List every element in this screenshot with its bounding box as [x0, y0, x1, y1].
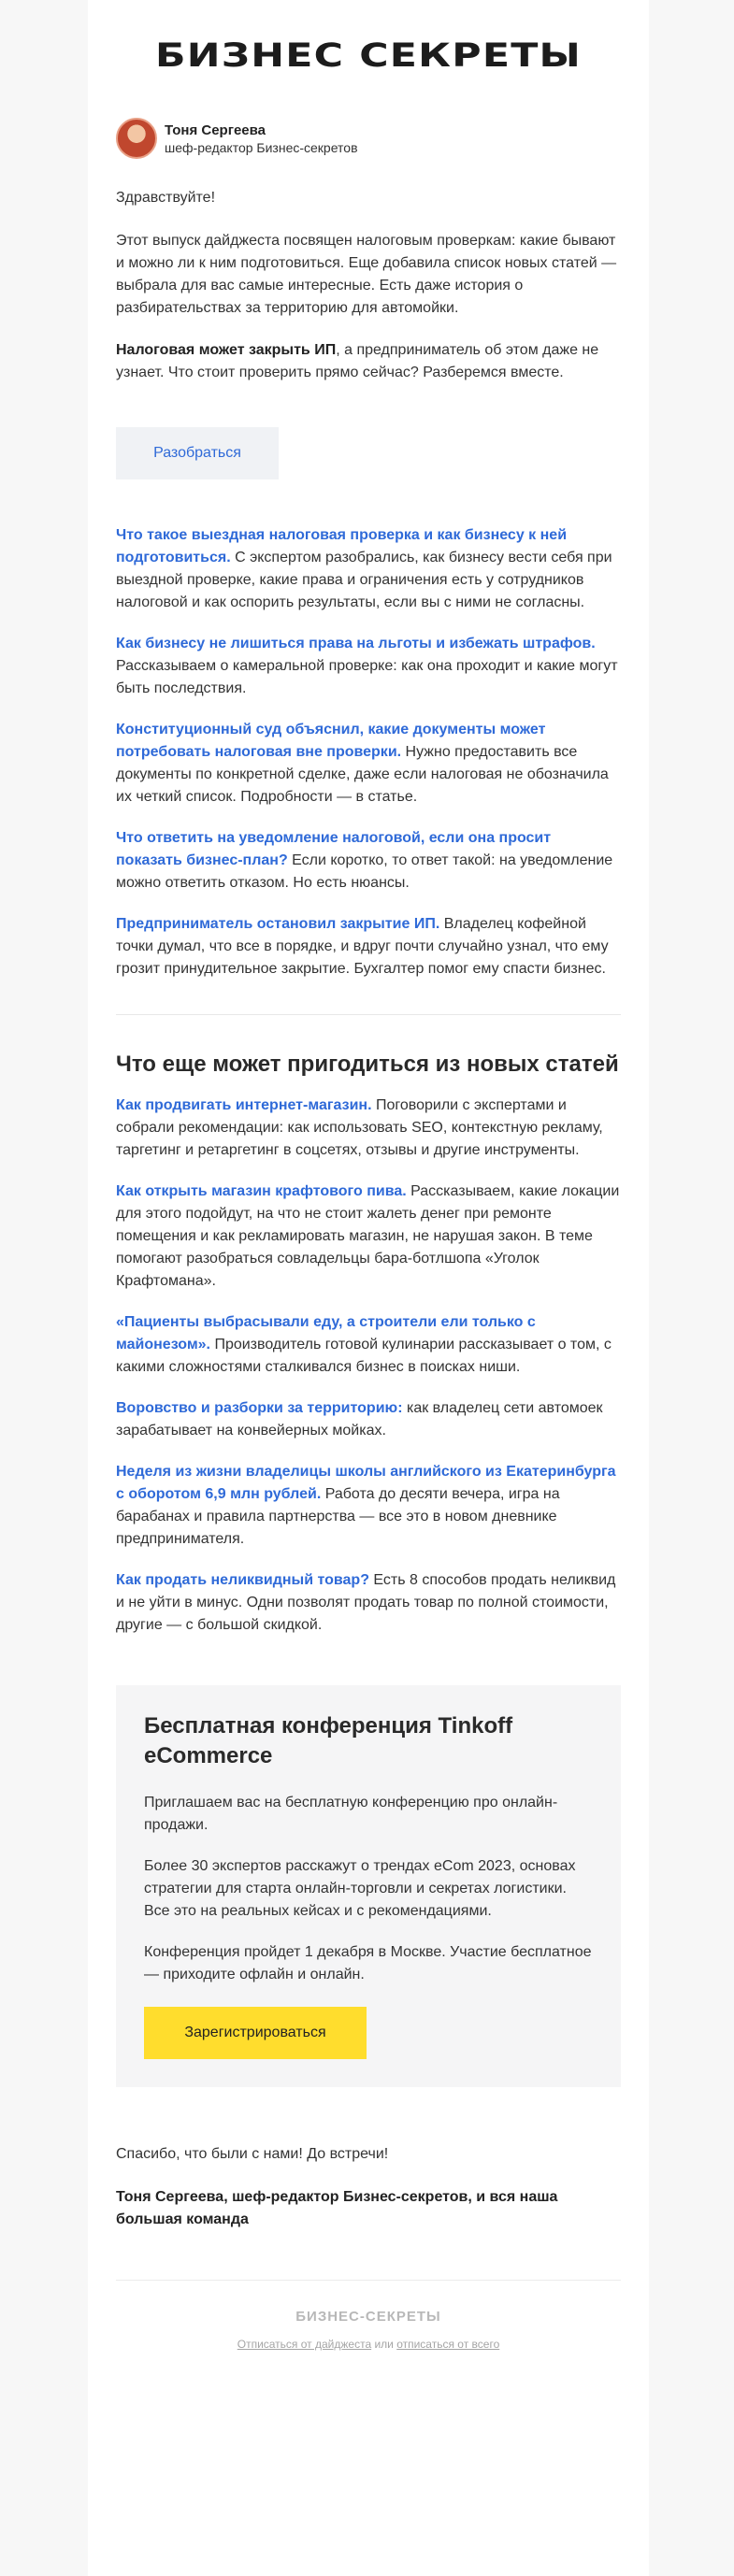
promo-text: Более 30 экспертов расскажут о трендах eCom 2023, основах стратегии для старта онлайн-торговли и секретах логистики. Все это на реальных кейсах и с рекомендациями. — [144, 1858, 576, 1919]
article-list — [116, 524, 621, 980]
author-name: Тоня Сергеева — [165, 122, 266, 138]
list-item: Неделя из жизни владелицы школы английского из Екатеринбурга с оборотом 6,9 млн рублей. Работа до десяти вечера, игра на барабанах и правила партнерства — все это в новом дневнике предпринимателя. — [116, 1464, 616, 1547]
list-item: Как бизнесу не лишиться права на льготы и избежать штрафов. Рассказываем о камеральной проверке: как она проходит и какие могут быть последствия. — [116, 636, 618, 696]
intro-paragraph: Этот выпуск дайджеста посвящен налоговым проверкам: какие бывают и можно ли к ним подготовиться. Еще добавила список новых статей — выбрала для вас самые интересные. Есть даже история о разбирательствах за территорию для автомойки. — [116, 233, 617, 316]
divider — [116, 1014, 621, 1015]
signature: Тоня Сергеева, шеф-редактор Бизнес-секретов, и вся наша большая команда — [116, 2189, 558, 2227]
email-content — [116, 118, 621, 2351]
register-button[interactable]: Зарегистрироваться — [144, 2007, 367, 2059]
article-link[interactable]: Как бизнесу не лишиться права на льготы и избежать штрафов. — [116, 636, 596, 651]
promo-text: Приглашаем вас на бесплатную конференцию про онлайн-продажи. — [144, 1795, 558, 1833]
list-item: «Пациенты выбрасывали еду, а строители ели только с майонезом». Производитель готовой кулинарии рассказывает о том, с какими сложностями сталкивался бизнес в поисках ниши. — [116, 1314, 612, 1375]
list-item: Как продать неликвидный товар? Есть 8 способов продать неликвид и не уйти в минус. Одни позволят продать товар по полной стоимости, другие — с большой скидкой. — [116, 1572, 616, 1633]
footer-divider — [116, 2280, 621, 2281]
article-link[interactable]: Что ответить на уведомление налоговой, если она просит показать бизнес-план? — [116, 830, 552, 868]
list-item: Что ответить на уведомление налоговой, если она просит показать бизнес-план? Если коротко, то ответ такой: на уведомление можно ответить отказом. Но есть нюансы. — [116, 830, 613, 891]
author-block — [116, 118, 621, 159]
intro-bold: Налоговая может закрыть ИП — [116, 342, 337, 358]
promo-title: Бесплатная конференция Tinkoff eCommerce — [144, 1713, 513, 1768]
article-link[interactable]: Как продвигать интернет-магазин. — [116, 1097, 372, 1113]
intro-paragraph-2: Налоговая может закрыть ИП, а предприниматель об этом даже не узнает. Что стоит проверить прямо сейчас? Разберемся вместе. — [116, 342, 599, 380]
article-link[interactable]: Что такое выездная налоговая проверка и как бизнесу к ней подготовиться. — [116, 527, 568, 565]
unsubscribe-all-link[interactable]: отписаться от всего — [396, 2338, 500, 2351]
email-sheet — [88, 0, 649, 2576]
list-item: Как открыть магазин крафтового пива. Рассказываем, какие локации для этого подойдут, на что не стоит жалеть денег при ремонте помещения и как рекламировать магазин, не нарушая закон. В теме помогают разобраться совладельцы бара-ботлшопа «Уголок Крафтомана». — [116, 1183, 620, 1289]
article-link[interactable]: Воровство и разборки за территорию: — [116, 1400, 403, 1416]
avatar — [116, 118, 157, 159]
list-item: Предприниматель остановил закрытие ИП. Владелец кофейной точки думал, что все в порядке, и вдруг почти случайно узнал, что ему грозит принудительное закрытие. Бухгалтер помог ему спасти бизнес. — [116, 916, 609, 977]
list-item: Воровство и разборки за территорию: как владелец сети автомоек зарабатывает на конвейерных мойках. — [116, 1400, 603, 1438]
article-link[interactable]: Как продать неликвидный товар? — [116, 1572, 369, 1588]
closing-text: Спасибо, что были с нами! До встречи! — [116, 2146, 389, 2162]
footer-logo: БИЗНЕС-СЕКРЕТЫ — [295, 2309, 441, 2325]
promo-text: Конференция пройдет 1 декабря в Москве. Участие бесплатное — приходите офлайн и онлайн. — [144, 1944, 592, 1982]
article-link[interactable]: «Пациенты выбрасывали еду, а строители ели только с майонезом». — [116, 1314, 536, 1352]
brand-logo: БИЗНЕС СЕКРЕТЫ — [154, 37, 583, 75]
article-link[interactable]: Неделя из жизни владелицы школы английского из Екатеринбурга с оборотом 6,9 млн рублей. — [116, 1464, 616, 1502]
list-item: Как продвигать интернет-магазин. Поговорили с экспертами и собрали рекомендации: как использовать SEO, контекстную рекламу, таргетинг и ретаргетинг в соцсетях, отзывы и другие инструменты. — [116, 1097, 603, 1158]
footer-links: Отписаться от дайджеста или отписаться от всего — [237, 2338, 500, 2351]
unsubscribe-digest-link[interactable]: Отписаться от дайджеста — [237, 2338, 372, 2351]
article-link[interactable]: Конституционный суд объяснил, какие документы может потребовать налоговая вне проверки. — [116, 722, 546, 760]
read-more-button[interactable]: Разобраться — [116, 427, 279, 479]
more-articles-list — [116, 1095, 621, 1637]
greeting: Здравствуйте! — [116, 190, 216, 206]
list-item: Конституционный суд объяснил, какие документы может потребовать налоговая вне проверки. Нужно предоставить все документы по конкретной сделке, даже если налоговая не обозначила их четкий список. Подробности — в статье. — [116, 722, 609, 805]
conference-promo — [116, 1685, 621, 2087]
article-link[interactable]: Как открыть магазин крафтового пива. — [116, 1183, 407, 1199]
section-title: Что еще может пригодиться из новых статей — [116, 1052, 619, 1077]
article-link[interactable]: Предприниматель остановил закрытие ИП. — [116, 916, 440, 932]
author-role: шеф-редактор Бизнес-секретов — [165, 139, 358, 155]
list-item: Что такое выездная налоговая проверка и как бизнесу к ней подготовиться. С экспертом разобрались, как бизнесу вести себя при выездной проверке, какие права и ограничения есть у сотрудников налоговой и как оспорить результаты, если вы с ними не согласны. — [116, 527, 612, 610]
